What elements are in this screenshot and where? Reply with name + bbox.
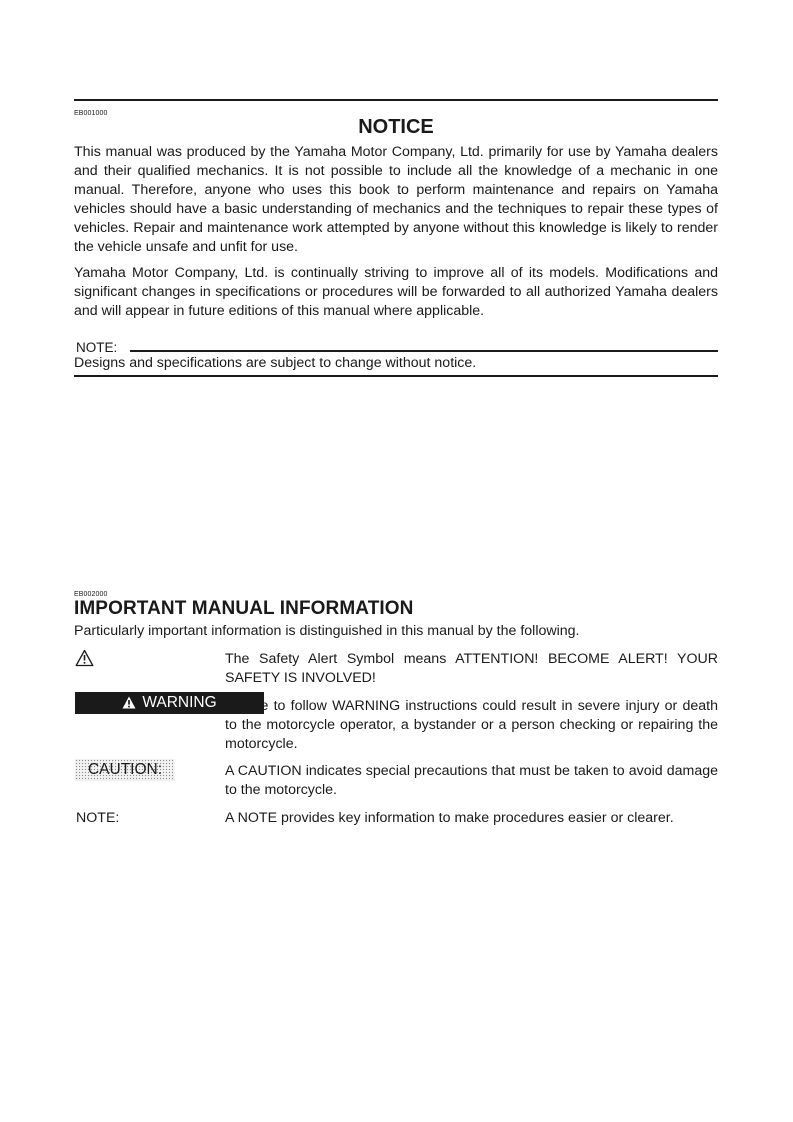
- warning-triangle-icon: [122, 696, 136, 709]
- warning-triangle-outline-icon: [75, 649, 94, 667]
- notice-code: EB001000: [74, 110, 108, 117]
- safety-alert-description: The Safety Alert Symbol means ATTENTION! BECOME ALERT! YOUR SAFETY IS INVOLVED!: [225, 651, 718, 686]
- note-bottom-rule: [74, 375, 718, 377]
- warning-label: WARNING: [142, 694, 217, 711]
- note-definition-label: NOTE:: [76, 810, 120, 826]
- note-definition-description: A NOTE provides key information to make procedures easier or clearer.: [225, 810, 674, 826]
- caution-description: A CAUTION indicates special precautions that must be taken to avoid damage to the motorcycle.: [225, 763, 718, 798]
- note-rule: [130, 350, 718, 352]
- warning-description: Failure to follow WARNING instructions could result in severe injury or death to the motorcycle operator, a bystander or a person checking or repairing the motorcycle.: [225, 698, 718, 752]
- top-rule: [74, 99, 718, 101]
- notice-paragraph-2: Yamaha Motor Company, Ltd. is continually striving to improve all of its models. Modifications and significant changes in specifications or procedures will be forwarded to all authorized Yamaha dealers and will appear in future editions of this manual where applicable.: [74, 265, 718, 319]
- important-title: IMPORTANT MANUAL INFORMATION: [74, 598, 414, 619]
- important-code: EB002000: [74, 591, 108, 598]
- caution-badge: CAUTION:: [75, 759, 175, 781]
- important-intro: Particularly important information is distinguished in this manual by the following.: [74, 623, 580, 639]
- note-label: NOTE:: [76, 340, 123, 355]
- notice-paragraph-1: This manual was produced by the Yamaha Motor Company, Ltd. primarily for use by Yamaha dealers and their qualified mechanics. It is not possible to include all the knowledge of a mechanic in one manual. Therefore, anyone who uses this book to perform maintenance and repairs on Yamaha vehicles should have a basic understanding of mechanics and the techniques to repair these types of vehicles. Repair and maintenance work attempted by anyone without this knowledge is likely to render the vehicle unsafe and unfit for use.: [74, 144, 718, 255]
- notice-title: NOTICE: [358, 116, 434, 138]
- note-text: Designs and specifications are subject to change without notice.: [74, 355, 477, 371]
